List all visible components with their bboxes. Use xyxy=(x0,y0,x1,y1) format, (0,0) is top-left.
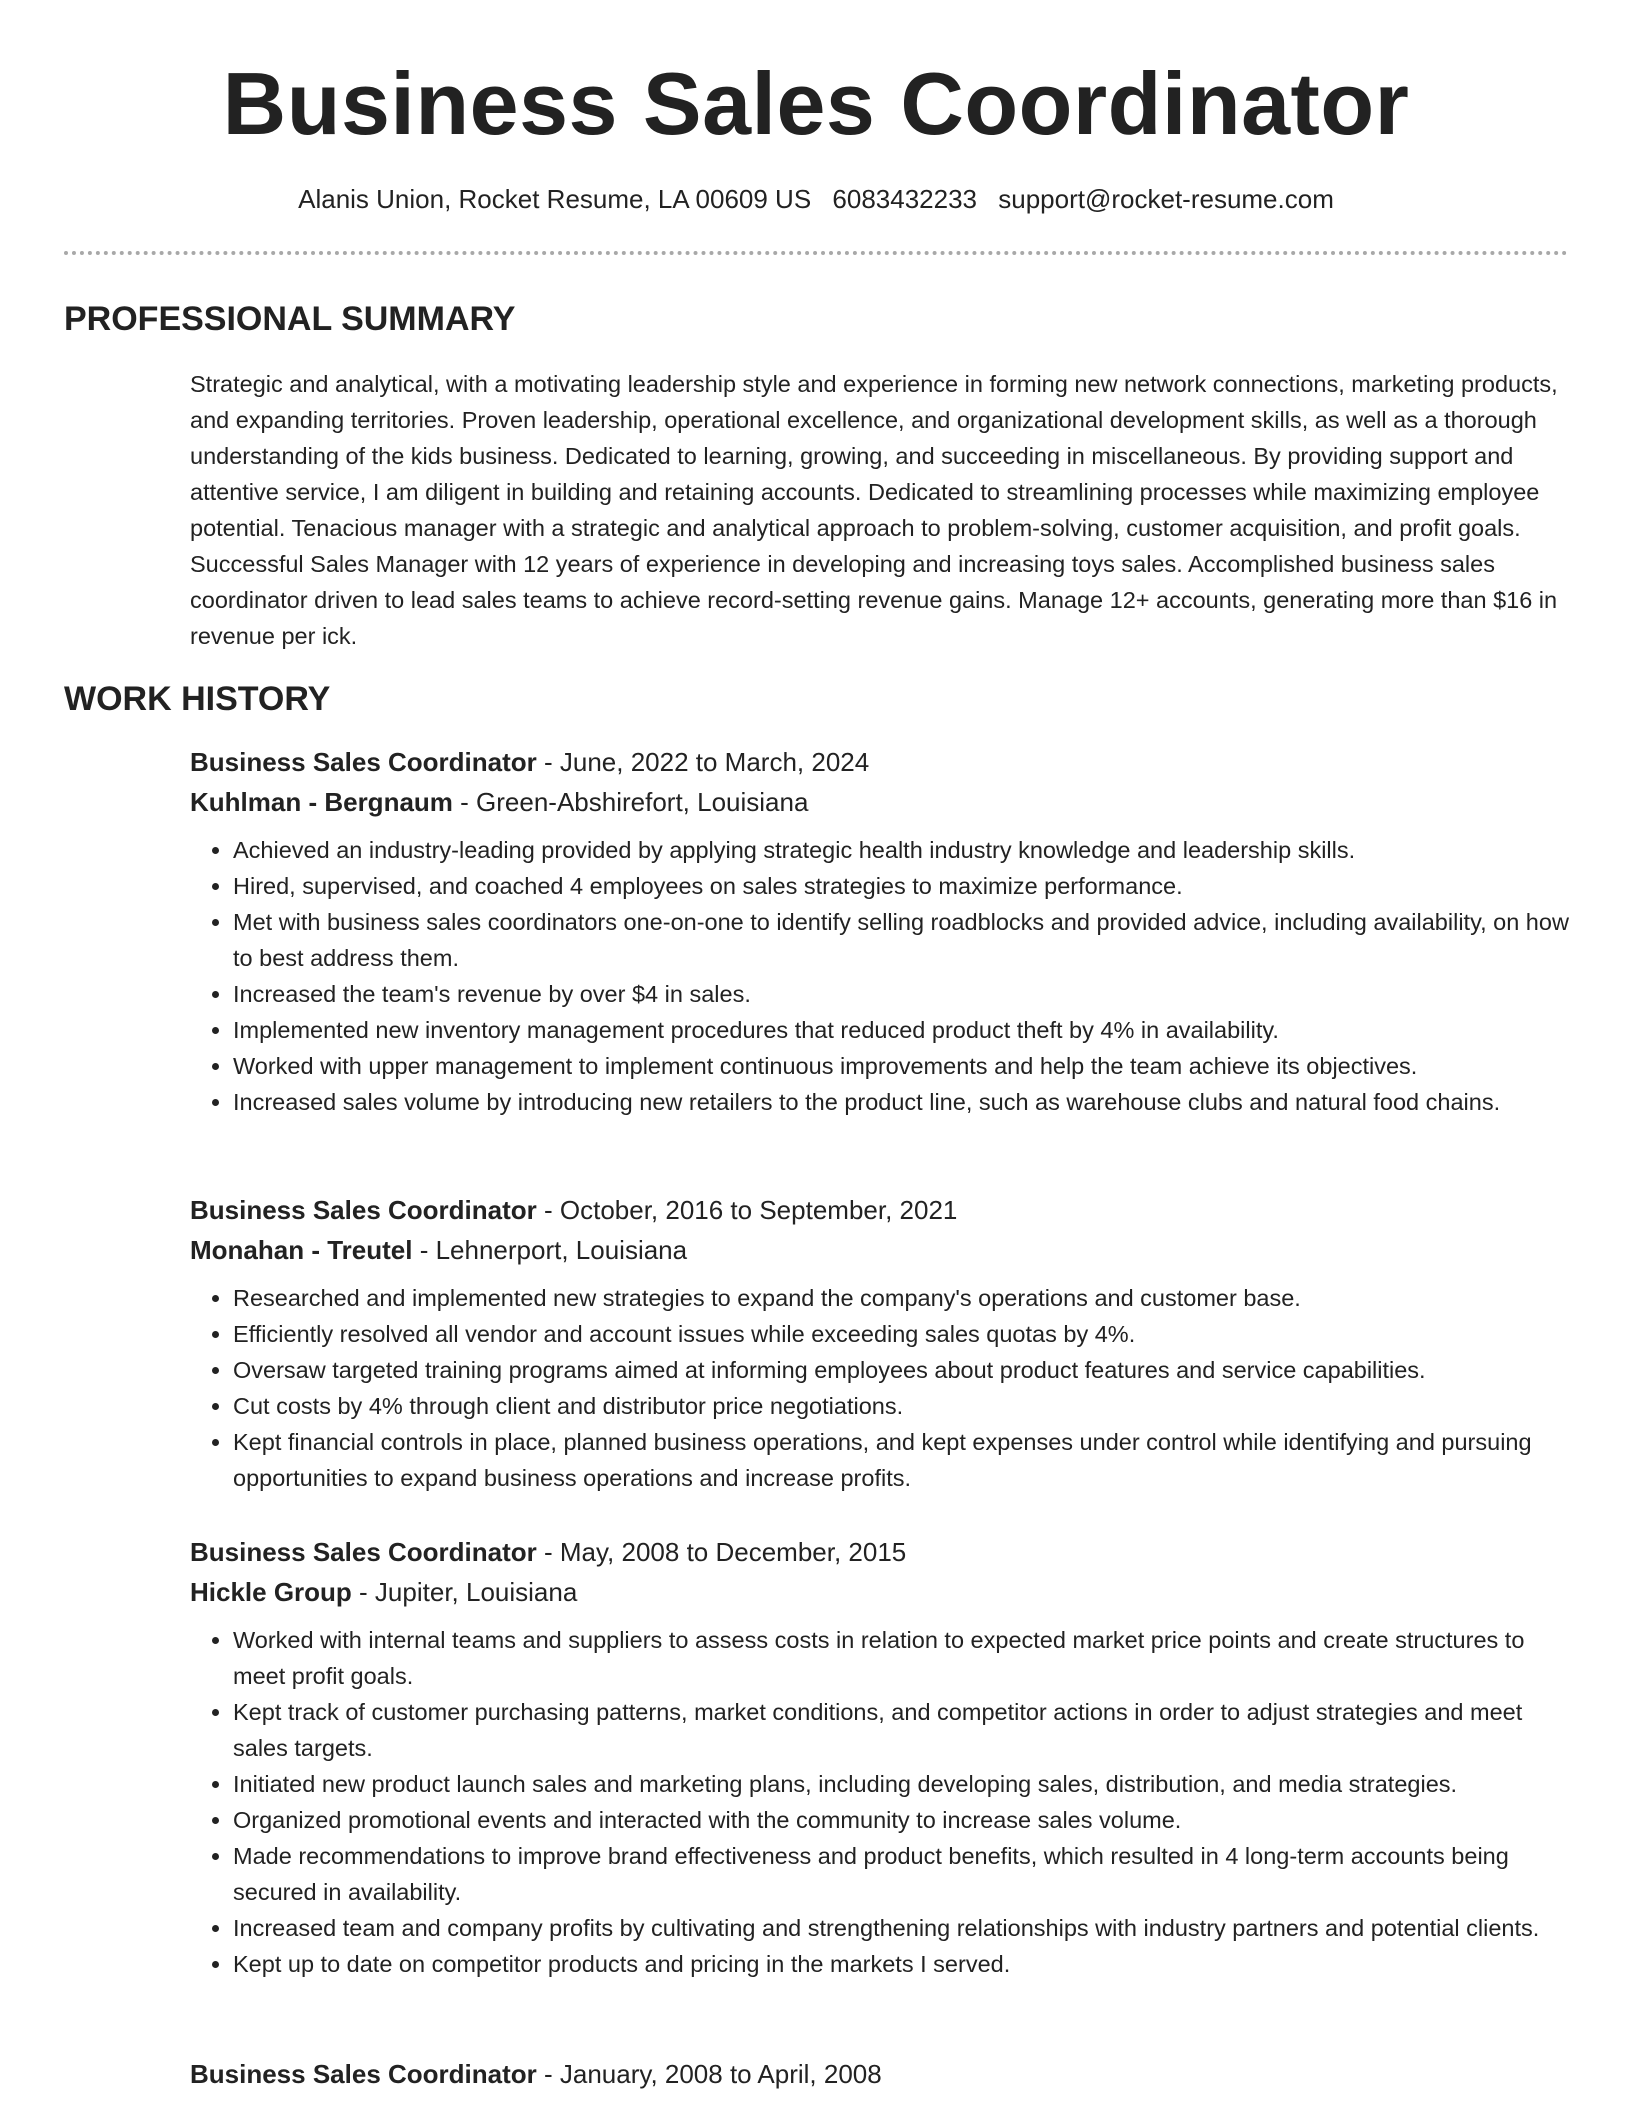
job-bullet: • Worked with upper management to implement continuous improvements and help the team achieve its objectives. xyxy=(233,1048,1570,1084)
job-bullet: • Achieved an industry-leading provided by applying strategic health industry knowledge and leadership skills. xyxy=(233,832,1570,868)
job-title-line xyxy=(190,1190,1570,1230)
job-company-line xyxy=(190,1230,1570,1270)
job-bullet: • Increased the team's revenue by over $4 in sales. xyxy=(233,976,1570,1012)
job-bullet: • Increased team and company profits by cultivating and strengthening relationships with industry partners and potential clients. xyxy=(233,1910,1570,1946)
job-bullets xyxy=(190,1280,1570,1496)
job-title: Business Sales Coordinator xyxy=(190,1537,537,1567)
job-bullets xyxy=(190,1622,1570,1982)
job-entry xyxy=(190,1190,1570,1496)
job-location: - Green-Abshirefort, Louisiana xyxy=(452,787,809,817)
work-history-heading: WORK HISTORY xyxy=(64,680,331,718)
job-company-line xyxy=(190,782,1570,822)
job-bullet: • Oversaw targeted training programs aimed at informing employees about product features and service capabilities. xyxy=(233,1352,1570,1388)
header-divider xyxy=(64,251,1568,255)
job-bullet: • Met with business sales coordinators one-on-one to identify selling roadblocks and provided advice, including availability, on how to best address them. xyxy=(233,904,1570,976)
job-company-line xyxy=(190,1572,1570,1612)
job-entry xyxy=(190,742,1570,1120)
job-bullet: • Kept financial controls in place, planned business operations, and kept expenses under control while identifying and pursuing opportunities to expand business operations and increase profits. xyxy=(233,1424,1570,1496)
job-title-line xyxy=(190,1532,1570,1572)
job-title: Business Sales Coordinator xyxy=(190,747,537,777)
contact-email: support@rocket-resume.com xyxy=(998,184,1334,214)
job-bullet: • Kept up to date on competitor products and pricing in the markets I served. xyxy=(233,1946,1570,1982)
job-dates: - May, 2008 to December, 2015 xyxy=(536,1537,907,1567)
job-bullet: • Researched and implemented new strategies to expand the company's operations and customer base. xyxy=(233,1280,1570,1316)
job-bullet: • Cut costs by 4% through client and distributor price negotiations. xyxy=(233,1388,1570,1424)
job-location: - Jupiter, Louisiana xyxy=(351,1577,578,1607)
job-title: Business Sales Coordinator xyxy=(190,2059,537,2089)
job-bullets xyxy=(190,832,1570,1120)
job-title-line xyxy=(190,742,1570,782)
job-bullet: • Efficiently resolved all vendor and account issues while exceeding sales quotas by 4%. xyxy=(233,1316,1570,1352)
job-bullet: • Initiated new product launch sales and marketing plans, including developing sales, distribution, and media strategies. xyxy=(233,1766,1570,1802)
job-bullet: • Organized promotional events and interacted with the community to increase sales volume. xyxy=(233,1802,1570,1838)
job-entry xyxy=(190,2054,1570,2094)
contact-line xyxy=(0,182,1632,216)
job-dates: - October, 2016 to September, 2021 xyxy=(536,1195,958,1225)
job-title-line xyxy=(190,2054,1570,2094)
job-bullet: • Hired, supervised, and coached 4 employees on sales strategies to maximize performance. xyxy=(233,868,1570,904)
summary-heading: PROFESSIONAL SUMMARY xyxy=(64,300,516,338)
job-dates: - June, 2022 to March, 2024 xyxy=(536,747,870,777)
job-bullet: • Worked with internal teams and suppliers to assess costs in relation to expected market price points and create structures to meet profit goals. xyxy=(233,1622,1570,1694)
job-bullet: • Kept track of customer purchasing patterns, market conditions, and competitor actions in order to adjust strategies and meet sales targets. xyxy=(233,1694,1570,1766)
job-entry xyxy=(190,1532,1570,1982)
contact-phone: 6083432233 xyxy=(832,184,978,214)
job-dates: - January, 2008 to April, 2008 xyxy=(536,2059,882,2089)
contact-address: Alanis Union, Rocket Resume, LA 00609 US xyxy=(298,184,812,214)
job-bullet: • Implemented new inventory management procedures that reduced product theft by 4% in availability. xyxy=(233,1012,1570,1048)
job-title: Business Sales Coordinator xyxy=(190,1195,537,1225)
job-company: Hickle Group xyxy=(190,1577,352,1607)
job-company: Monahan - Treutel xyxy=(190,1235,413,1265)
resume-title: Business Sales Coordinator xyxy=(222,54,1410,153)
job-location: - Lehnerport, Louisiana xyxy=(412,1235,688,1265)
job-company: Kuhlman - Bergnaum xyxy=(190,787,453,817)
job-bullet: • Made recommendations to improve brand effectiveness and product benefits, which resulted in 4 long-term accounts being secured in availability. xyxy=(233,1838,1570,1910)
summary-text: Strategic and analytical, with a motivating leadership style and experience in forming new network connections, marketing products, and expanding territories. Proven leadership, operational excellence, and organizational development skills, as well as a thorough understanding of the kids business. Dedicated to learning, growing, and succeeding in miscellaneous. By providing support and attentive service, I am diligent in building and retaining accounts. Dedicated to streamlining processes while maximizing employee potential. Tenacious manager with a strategic and analytical approach to problem-solving, customer acquisition, and profit goals. Successful Sales Manager with 12 years of experience in developing and increasing toys sales. Accomplished business sales coordinator driven to lead sales teams to achieve record-setting revenue gains. Manage 12+ accounts, generating more than $16 in revenue per ick. xyxy=(190,371,1558,649)
job-bullet: • Increased sales volume by introducing new retailers to the product line, such as warehouse clubs and natural food chains. xyxy=(233,1084,1570,1120)
